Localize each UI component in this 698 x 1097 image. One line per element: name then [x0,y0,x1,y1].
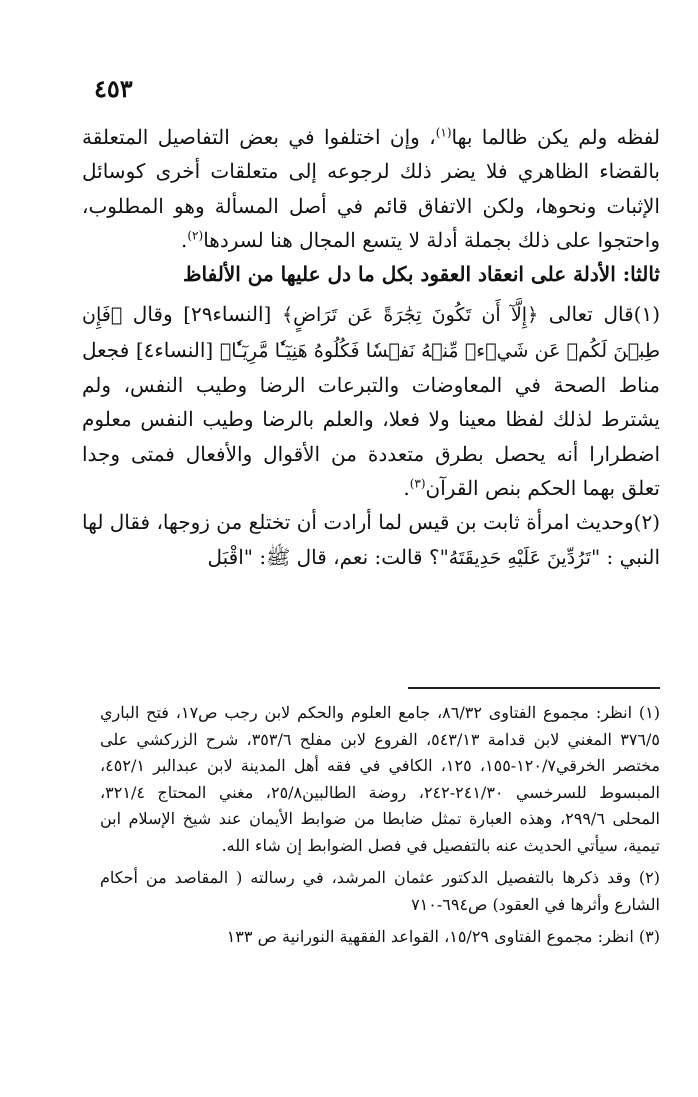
footnotes [100,700,660,957]
footnote-1: (١) انظر: مجموع الفتاوى ٨٦/٣٢، جامع العلوم والحكم لابن رجب ص١٧، فتح الباري ٣٧٦/٥ المغني لابن قدامة ٥٤٣/١٣، الفروع لابن مفلح ٣٥٣/٦، شرح الزركشي على مختصر الخرقي١٢٠/٧-١٥٥، ١٢٥، الكافي في فقه أهل المدينة لابن عبدالبر ٤٥٢/١، المبسوط للسرخسي ٢٤١/٣٠-٢٤٢، روضة الطالبين٢٥/٨، مغني المحتاج ٣٢١/٤، المحلى ٢٩٩/٦، وهذه العبارة تمثل ضابطا من ضوابط الأيمان عند شيخ الإسلام ابن تيمية، سيأتي الحديث عنه بالتفصيل في فصل الضوابط إن شاء الله. [100,703,661,855]
paragraph-1 [82,120,660,257]
footnote-ref-3[interactable]: (٣) [409,476,426,491]
footnote-2: (٢) وقد ذكرها بالتفصيل الدكتور عثمان المرشد، في رسالته ( المقاصد من أحكام الشارع وأثرها في العقود) ص٦٩٤-٧١٠ [100,868,660,914]
footnote-separator [408,687,660,689]
main-text [82,120,660,575]
text-run: . [403,475,410,500]
text-run: [النساء٢٩] وقال [122,302,282,327]
text-run: ، وإن اختلفوا في بعض التفاصيل المتعلقة بالقضاء الظاهري فلا يضر ذلك لرجوعه إلى متعلقات أخرى كوسائل الإثبات ونحوها، ولكن الاتفاق قائم في أصل المسألة وهو المطلوب، واحتجوا على ذلك بجملة أدلة لا يتسع المجال هنا لسردها [82,125,660,252]
footnote-3: (٣) انظر: مجموع الفتاوى ١٥/٢٩، القواعد الفقهية النورانية ص ١٣٣ [226,927,660,946]
text-run: لفظه ولم يكن ظالما بها [451,125,661,149]
footnote-ref-1[interactable]: (١) [435,125,452,140]
section-heading: ثالثا: الأدلة على انعقاد العقود بكل ما دل عليها من الألفاظ [183,262,660,287]
quran-verse-1: ﴿إِلَّآ أَن تَكُونَ تِجَٰرَةً عَن تَرَاضٍ﴾ [281,304,539,327]
page-number: ٤٥٣ [94,74,133,103]
paragraph-2 [82,297,660,505]
text-run: (١)قال تعالى [538,302,660,327]
text-run: . [181,227,188,252]
quran-verse-2: ﴿فَإِن طِبۡنَ لَكُمۡ عَن شَيۡءٖ مِّنۡهُ نَفۡسٗا فَكُلُوهُ هَنِيٓـٔٗا مَّرِيٓـٔٗا﴾ [82,304,660,362]
hadith-quote: تَرُدِّينَ عَلَيْهِ حَدِيقَتَهُ [448,546,591,569]
text-run: (٢)وحديث امرأة ثابت بن قيس لما أرادت أن تختلع من زوجها، فقال لها النبي : " [82,510,660,569]
text-run: [النساء٤] فجعل مناط الصحة في المعاوضات والتبرعات الرضا وطيب النفس، ولم يشترط لذلك لفظا معينا ولا فعلا، والعلم بالرضا وطيب النفس معلوم اضطرارا أنه يحصل بطرق متعددة من الأقوال والأفعال فمتى وجدا تعلق بهما الحكم بنص القرآن [82,337,660,500]
text-run: "؟ قالت: نعم، قال ﷺ: "اقْبَل [207,544,449,569]
paragraph-3 [82,505,660,575]
footnote-ref-2[interactable]: (٢) [187,228,204,243]
